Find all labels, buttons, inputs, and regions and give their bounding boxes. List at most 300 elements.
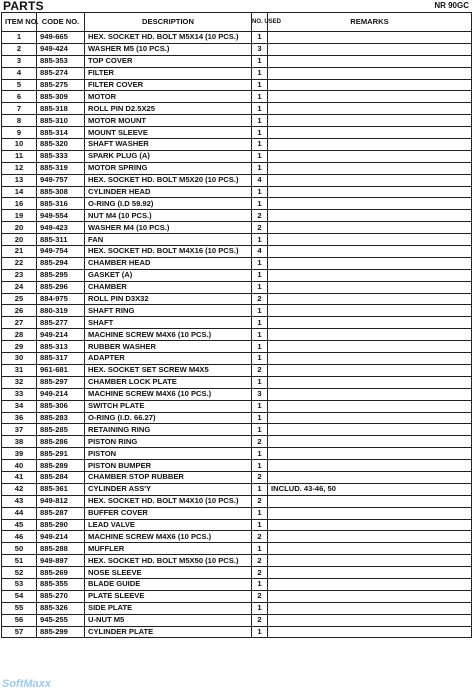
code-no-cell: 885-311 [37, 234, 85, 246]
code-no-cell: 885-274 [37, 67, 85, 79]
item-no-cell: 1 [2, 32, 37, 44]
item-no-cell: 3 [2, 55, 37, 67]
code-no-cell: 885-353 [37, 55, 85, 67]
table-header-row [2, 13, 472, 32]
description-cell: WASHER M5 (10 PCS.) [85, 43, 252, 55]
item-no-cell: 33 [2, 388, 37, 400]
table-row [2, 32, 472, 44]
no-used-cell: 1 [252, 602, 268, 614]
column-header-remarks: REMARKS [268, 13, 472, 32]
item-no-cell: 28 [2, 329, 37, 341]
no-used-cell: 2 [252, 495, 268, 507]
item-no-cell: 16 [2, 198, 37, 210]
remarks-cell [268, 471, 472, 483]
remarks-cell [268, 210, 472, 222]
item-no-cell: 26 [2, 305, 37, 317]
item-no-cell: 55 [2, 602, 37, 614]
code-no-cell: 885-299 [37, 626, 85, 638]
no-used-cell: 2 [252, 293, 268, 305]
item-no-cell: 56 [2, 614, 37, 626]
remarks-cell [268, 127, 472, 139]
code-no-cell: 949-214 [37, 329, 85, 341]
table-row [2, 543, 472, 555]
table-row [2, 257, 472, 269]
item-no-cell: 37 [2, 424, 37, 436]
description-cell: FILTER [85, 67, 252, 79]
table-row [2, 626, 472, 638]
no-used-cell: 1 [252, 55, 268, 67]
table-row [2, 590, 472, 602]
no-used-cell: 2 [252, 436, 268, 448]
item-no-cell: 32 [2, 376, 37, 388]
code-no-cell: 885-287 [37, 507, 85, 519]
table-row [2, 55, 472, 67]
description-cell: PISTON RING [85, 436, 252, 448]
no-used-cell: 1 [252, 234, 268, 246]
remarks-cell: INCLUD. 43-46, 50 [268, 483, 472, 495]
description-cell: MACHINE SCREW M4X6 (10 PCS.) [85, 329, 252, 341]
no-used-cell: 1 [252, 329, 268, 341]
description-cell: GASKET (A) [85, 269, 252, 281]
no-used-cell: 2 [252, 614, 268, 626]
no-used-cell: 1 [252, 257, 268, 269]
description-cell: SWITCH PLATE [85, 400, 252, 412]
code-no-cell: 885-269 [37, 567, 85, 579]
description-cell: MUFFLER [85, 543, 252, 555]
code-no-cell: 885-326 [37, 602, 85, 614]
code-no-cell: 885-317 [37, 353, 85, 365]
no-used-cell: 1 [252, 353, 268, 365]
code-no-cell: 885-306 [37, 400, 85, 412]
item-no-cell: 54 [2, 590, 37, 602]
no-used-cell: 2 [252, 531, 268, 543]
code-no-cell: 949-554 [37, 210, 85, 222]
item-no-cell: 46 [2, 531, 37, 543]
no-used-cell: 2 [252, 471, 268, 483]
code-no-cell: 885-310 [37, 115, 85, 127]
no-used-cell: 1 [252, 91, 268, 103]
item-no-cell: 39 [2, 448, 37, 460]
table-row [2, 234, 472, 246]
table-row [2, 127, 472, 139]
description-cell: CHAMBER HEAD [85, 257, 252, 269]
description-cell: NOSE SLEEVE [85, 567, 252, 579]
remarks-cell [268, 257, 472, 269]
remarks-cell [268, 519, 472, 531]
remarks-cell [268, 32, 472, 44]
item-no-cell: 12 [2, 162, 37, 174]
code-no-cell: 885-291 [37, 448, 85, 460]
description-cell: CYLINDER HEAD [85, 186, 252, 198]
description-cell: HEX. SOCKET HD. BOLT M4X16 (10 PCS.) [85, 246, 252, 258]
remarks-cell [268, 460, 472, 472]
column-header-item-no: ITEM NO. [2, 13, 37, 32]
no-used-cell: 2 [252, 555, 268, 567]
remarks-cell [268, 329, 472, 341]
no-used-cell: 3 [252, 388, 268, 400]
description-cell: TOP COVER [85, 55, 252, 67]
code-no-cell: 949-757 [37, 174, 85, 186]
table-row [2, 412, 472, 424]
table-row [2, 567, 472, 579]
table-row [2, 614, 472, 626]
description-cell: BUFFER COVER [85, 507, 252, 519]
item-no-cell: 7 [2, 103, 37, 115]
description-cell: MOTOR [85, 91, 252, 103]
item-no-cell: 25 [2, 293, 37, 305]
remarks-cell [268, 567, 472, 579]
item-no-cell: 19 [2, 210, 37, 222]
code-no-cell: 949-812 [37, 495, 85, 507]
no-used-cell: 1 [252, 186, 268, 198]
description-cell: LEAD VALVE [85, 519, 252, 531]
table-row [2, 578, 472, 590]
description-cell: FILTER COVER [85, 79, 252, 91]
description-cell: WASHER M4 (10 PCS.) [85, 222, 252, 234]
no-used-cell: 4 [252, 174, 268, 186]
remarks-cell [268, 590, 472, 602]
table-row [2, 555, 472, 567]
remarks-cell [268, 246, 472, 258]
no-used-cell: 2 [252, 222, 268, 234]
remarks-cell [268, 198, 472, 210]
no-used-cell: 2 [252, 590, 268, 602]
item-no-cell: 40 [2, 460, 37, 472]
item-no-cell: 50 [2, 543, 37, 555]
remarks-cell [268, 578, 472, 590]
item-no-cell: 51 [2, 555, 37, 567]
remarks-cell [268, 269, 472, 281]
no-used-cell: 2 [252, 567, 268, 579]
parts-table-body [2, 32, 472, 638]
code-no-cell: 949-754 [37, 246, 85, 258]
remarks-cell [268, 115, 472, 127]
item-no-cell: 41 [2, 471, 37, 483]
description-cell: HEX. SOCKET HD. BOLT M5X50 (10 PCS.) [85, 555, 252, 567]
remarks-cell [268, 55, 472, 67]
item-no-cell: 43 [2, 495, 37, 507]
item-no-cell: 14 [2, 186, 37, 198]
description-cell: RETAINING RING [85, 424, 252, 436]
remarks-cell [268, 531, 472, 543]
item-no-cell: 30 [2, 353, 37, 365]
no-used-cell: 1 [252, 543, 268, 555]
description-cell: O-RING (I.D. 66.27) [85, 412, 252, 424]
remarks-cell [268, 234, 472, 246]
remarks-cell [268, 186, 472, 198]
remarks-cell [268, 448, 472, 460]
remarks-cell [268, 364, 472, 376]
description-cell: CHAMBER [85, 281, 252, 293]
no-used-cell: 1 [252, 626, 268, 638]
code-no-cell: 885-309 [37, 91, 85, 103]
code-no-cell: 885-284 [37, 471, 85, 483]
no-used-cell: 1 [252, 305, 268, 317]
table-row [2, 483, 472, 495]
item-no-cell: 42 [2, 483, 37, 495]
no-used-cell: 1 [252, 519, 268, 531]
item-no-cell: 21 [2, 246, 37, 258]
remarks-cell [268, 293, 472, 305]
description-cell: FAN [85, 234, 252, 246]
page-title: PARTS [3, 0, 44, 13]
code-no-cell: 885-320 [37, 139, 85, 151]
description-cell: SHAFT RING [85, 305, 252, 317]
item-no-cell: 38 [2, 436, 37, 448]
table-row [2, 269, 472, 281]
remarks-cell [268, 91, 472, 103]
description-cell: U-NUT M5 [85, 614, 252, 626]
column-header-description: DESCRIPTION [85, 13, 252, 32]
table-row [2, 67, 472, 79]
table-row [2, 210, 472, 222]
item-no-cell: 10 [2, 139, 37, 151]
no-used-cell: 1 [252, 460, 268, 472]
description-cell: MOTOR MOUNT [85, 115, 252, 127]
table-row [2, 186, 472, 198]
code-no-cell: 885-318 [37, 103, 85, 115]
description-cell: MOUNT SLEEVE [85, 127, 252, 139]
code-no-cell: 885-333 [37, 150, 85, 162]
description-cell: HEX. SOCKET HD. BOLT M5X20 (10 PCS.) [85, 174, 252, 186]
no-used-cell: 1 [252, 32, 268, 44]
remarks-cell [268, 174, 472, 186]
no-used-cell: 1 [252, 79, 268, 91]
description-cell: SHAFT WASHER [85, 139, 252, 151]
code-no-cell: 885-289 [37, 460, 85, 472]
description-cell: SIDE PLATE [85, 602, 252, 614]
remarks-cell [268, 412, 472, 424]
code-no-cell: 949-665 [37, 32, 85, 44]
no-used-cell: 1 [252, 578, 268, 590]
code-no-cell: 945-255 [37, 614, 85, 626]
description-cell: SPARK PLUG (A) [85, 150, 252, 162]
code-no-cell: 884-975 [37, 293, 85, 305]
table-row [2, 162, 472, 174]
remarks-cell [268, 79, 472, 91]
table-row [2, 388, 472, 400]
table-row [2, 43, 472, 55]
table-row [2, 305, 472, 317]
remarks-cell [268, 614, 472, 626]
description-cell: SHAFT [85, 317, 252, 329]
item-no-cell: 22 [2, 257, 37, 269]
no-used-cell: 1 [252, 412, 268, 424]
no-used-cell: 3 [252, 43, 268, 55]
description-cell: ROLL PIN D3X32 [85, 293, 252, 305]
code-no-cell: 885-314 [37, 127, 85, 139]
no-used-cell: 2 [252, 210, 268, 222]
remarks-cell [268, 150, 472, 162]
remarks-cell [268, 555, 472, 567]
item-no-cell: 20 [2, 222, 37, 234]
item-no-cell: 8 [2, 115, 37, 127]
remarks-cell [268, 495, 472, 507]
code-no-cell: 885-355 [37, 578, 85, 590]
table-row [2, 293, 472, 305]
table-row [2, 103, 472, 115]
description-cell: HEX. SOCKET HD. BOLT M4X10 (10 PCS.) [85, 495, 252, 507]
code-no-cell: 885-313 [37, 341, 85, 353]
remarks-cell [268, 602, 472, 614]
item-no-cell: 9 [2, 127, 37, 139]
item-no-cell: 52 [2, 567, 37, 579]
table-row [2, 174, 472, 186]
remarks-cell [268, 317, 472, 329]
item-no-cell: 23 [2, 269, 37, 281]
table-row [2, 353, 472, 365]
code-no-cell: 885-270 [37, 590, 85, 602]
item-no-cell: 27 [2, 317, 37, 329]
table-row [2, 460, 472, 472]
code-no-cell: 880-319 [37, 305, 85, 317]
remarks-cell [268, 222, 472, 234]
code-no-cell: 885-296 [37, 281, 85, 293]
code-no-cell: 885-290 [37, 519, 85, 531]
no-used-cell: 1 [252, 127, 268, 139]
remarks-cell [268, 281, 472, 293]
item-no-cell: 11 [2, 150, 37, 162]
item-no-cell: 20 [2, 234, 37, 246]
description-cell: MACHINE SCREW M4X6 (10 PCS.) [85, 388, 252, 400]
table-row [2, 602, 472, 614]
description-cell: CHAMBER LOCK PLATE [85, 376, 252, 388]
table-row [2, 79, 472, 91]
item-no-cell: 4 [2, 67, 37, 79]
description-cell: PLATE SLEEVE [85, 590, 252, 602]
code-no-cell: 885-295 [37, 269, 85, 281]
description-cell: PISTON BUMPER [85, 460, 252, 472]
item-no-cell: 31 [2, 364, 37, 376]
code-no-cell: 885-288 [37, 543, 85, 555]
no-used-cell: 4 [252, 246, 268, 258]
table-row [2, 91, 472, 103]
remarks-cell [268, 543, 472, 555]
code-no-cell: 885-361 [37, 483, 85, 495]
table-row [2, 531, 472, 543]
code-no-cell: 949-423 [37, 222, 85, 234]
no-used-cell: 1 [252, 483, 268, 495]
code-no-cell: 885-297 [37, 376, 85, 388]
code-no-cell: 885-285 [37, 424, 85, 436]
remarks-cell [268, 507, 472, 519]
description-cell: ROLL PIN D2.5X25 [85, 103, 252, 115]
no-used-cell: 1 [252, 341, 268, 353]
table-row [2, 341, 472, 353]
table-row [2, 317, 472, 329]
description-cell: MOTOR SPRING [85, 162, 252, 174]
no-used-cell: 1 [252, 376, 268, 388]
remarks-cell [268, 162, 472, 174]
description-cell: CYLINDER PLATE [85, 626, 252, 638]
no-used-cell: 1 [252, 150, 268, 162]
table-row [2, 507, 472, 519]
code-no-cell: 949-897 [37, 555, 85, 567]
column-header-no-used: NO. USED [252, 13, 268, 32]
no-used-cell: 1 [252, 139, 268, 151]
table-row [2, 115, 472, 127]
item-no-cell: 2 [2, 43, 37, 55]
column-header-code-no: CODE NO. [37, 13, 85, 32]
description-cell: HEX. SOCKET SET SCREW M4X5 [85, 364, 252, 376]
item-no-cell: 44 [2, 507, 37, 519]
no-used-cell: 2 [252, 364, 268, 376]
no-used-cell: 1 [252, 507, 268, 519]
code-no-cell: 885-294 [37, 257, 85, 269]
remarks-cell [268, 341, 472, 353]
item-no-cell: 5 [2, 79, 37, 91]
item-no-cell: 6 [2, 91, 37, 103]
code-no-cell: 949-214 [37, 531, 85, 543]
code-no-cell: 885-283 [37, 412, 85, 424]
remarks-cell [268, 376, 472, 388]
remarks-cell [268, 305, 472, 317]
description-cell: NUT M4 (10 PCS.) [85, 210, 252, 222]
description-cell: CHAMBER STOP RUBBER [85, 471, 252, 483]
table-row [2, 150, 472, 162]
remarks-cell [268, 400, 472, 412]
no-used-cell: 1 [252, 269, 268, 281]
table-row [2, 436, 472, 448]
code-no-cell: 885-319 [37, 162, 85, 174]
description-cell: BLADE GUIDE [85, 578, 252, 590]
item-no-cell: 24 [2, 281, 37, 293]
table-row [2, 495, 472, 507]
watermark-logo: SoftMaxx [2, 678, 51, 690]
table-row [2, 519, 472, 531]
code-no-cell: 885-277 [37, 317, 85, 329]
remarks-cell [268, 353, 472, 365]
item-no-cell: 13 [2, 174, 37, 186]
description-cell: RUBBER WASHER [85, 341, 252, 353]
item-no-cell: 29 [2, 341, 37, 353]
table-row [2, 448, 472, 460]
code-no-cell: 885-308 [37, 186, 85, 198]
table-row [2, 376, 472, 388]
item-no-cell: 57 [2, 626, 37, 638]
page-header [0, 0, 475, 12]
remarks-cell [268, 626, 472, 638]
code-no-cell: 885-316 [37, 198, 85, 210]
no-used-cell: 1 [252, 400, 268, 412]
description-cell: MACHINE SCREW M4X6 (10 PCS.) [85, 531, 252, 543]
table-row [2, 246, 472, 258]
table-row [2, 222, 472, 234]
remarks-cell [268, 67, 472, 79]
code-no-cell: 885-275 [37, 79, 85, 91]
remarks-cell [268, 43, 472, 55]
remarks-cell [268, 139, 472, 151]
item-no-cell: 53 [2, 578, 37, 590]
no-used-cell: 1 [252, 67, 268, 79]
item-no-cell: 34 [2, 400, 37, 412]
no-used-cell: 1 [252, 198, 268, 210]
description-cell: HEX. SOCKET HD. BOLT M5X14 (10 PCS.) [85, 32, 252, 44]
description-cell: O-RING (I.D 59.92) [85, 198, 252, 210]
table-row [2, 424, 472, 436]
table-row [2, 400, 472, 412]
no-used-cell: 1 [252, 103, 268, 115]
no-used-cell: 1 [252, 162, 268, 174]
remarks-cell [268, 103, 472, 115]
parts-table [1, 12, 472, 638]
no-used-cell: 1 [252, 317, 268, 329]
code-no-cell: 885-286 [37, 436, 85, 448]
remarks-cell [268, 388, 472, 400]
no-used-cell: 1 [252, 424, 268, 436]
remarks-cell [268, 424, 472, 436]
description-cell: PISTON [85, 448, 252, 460]
